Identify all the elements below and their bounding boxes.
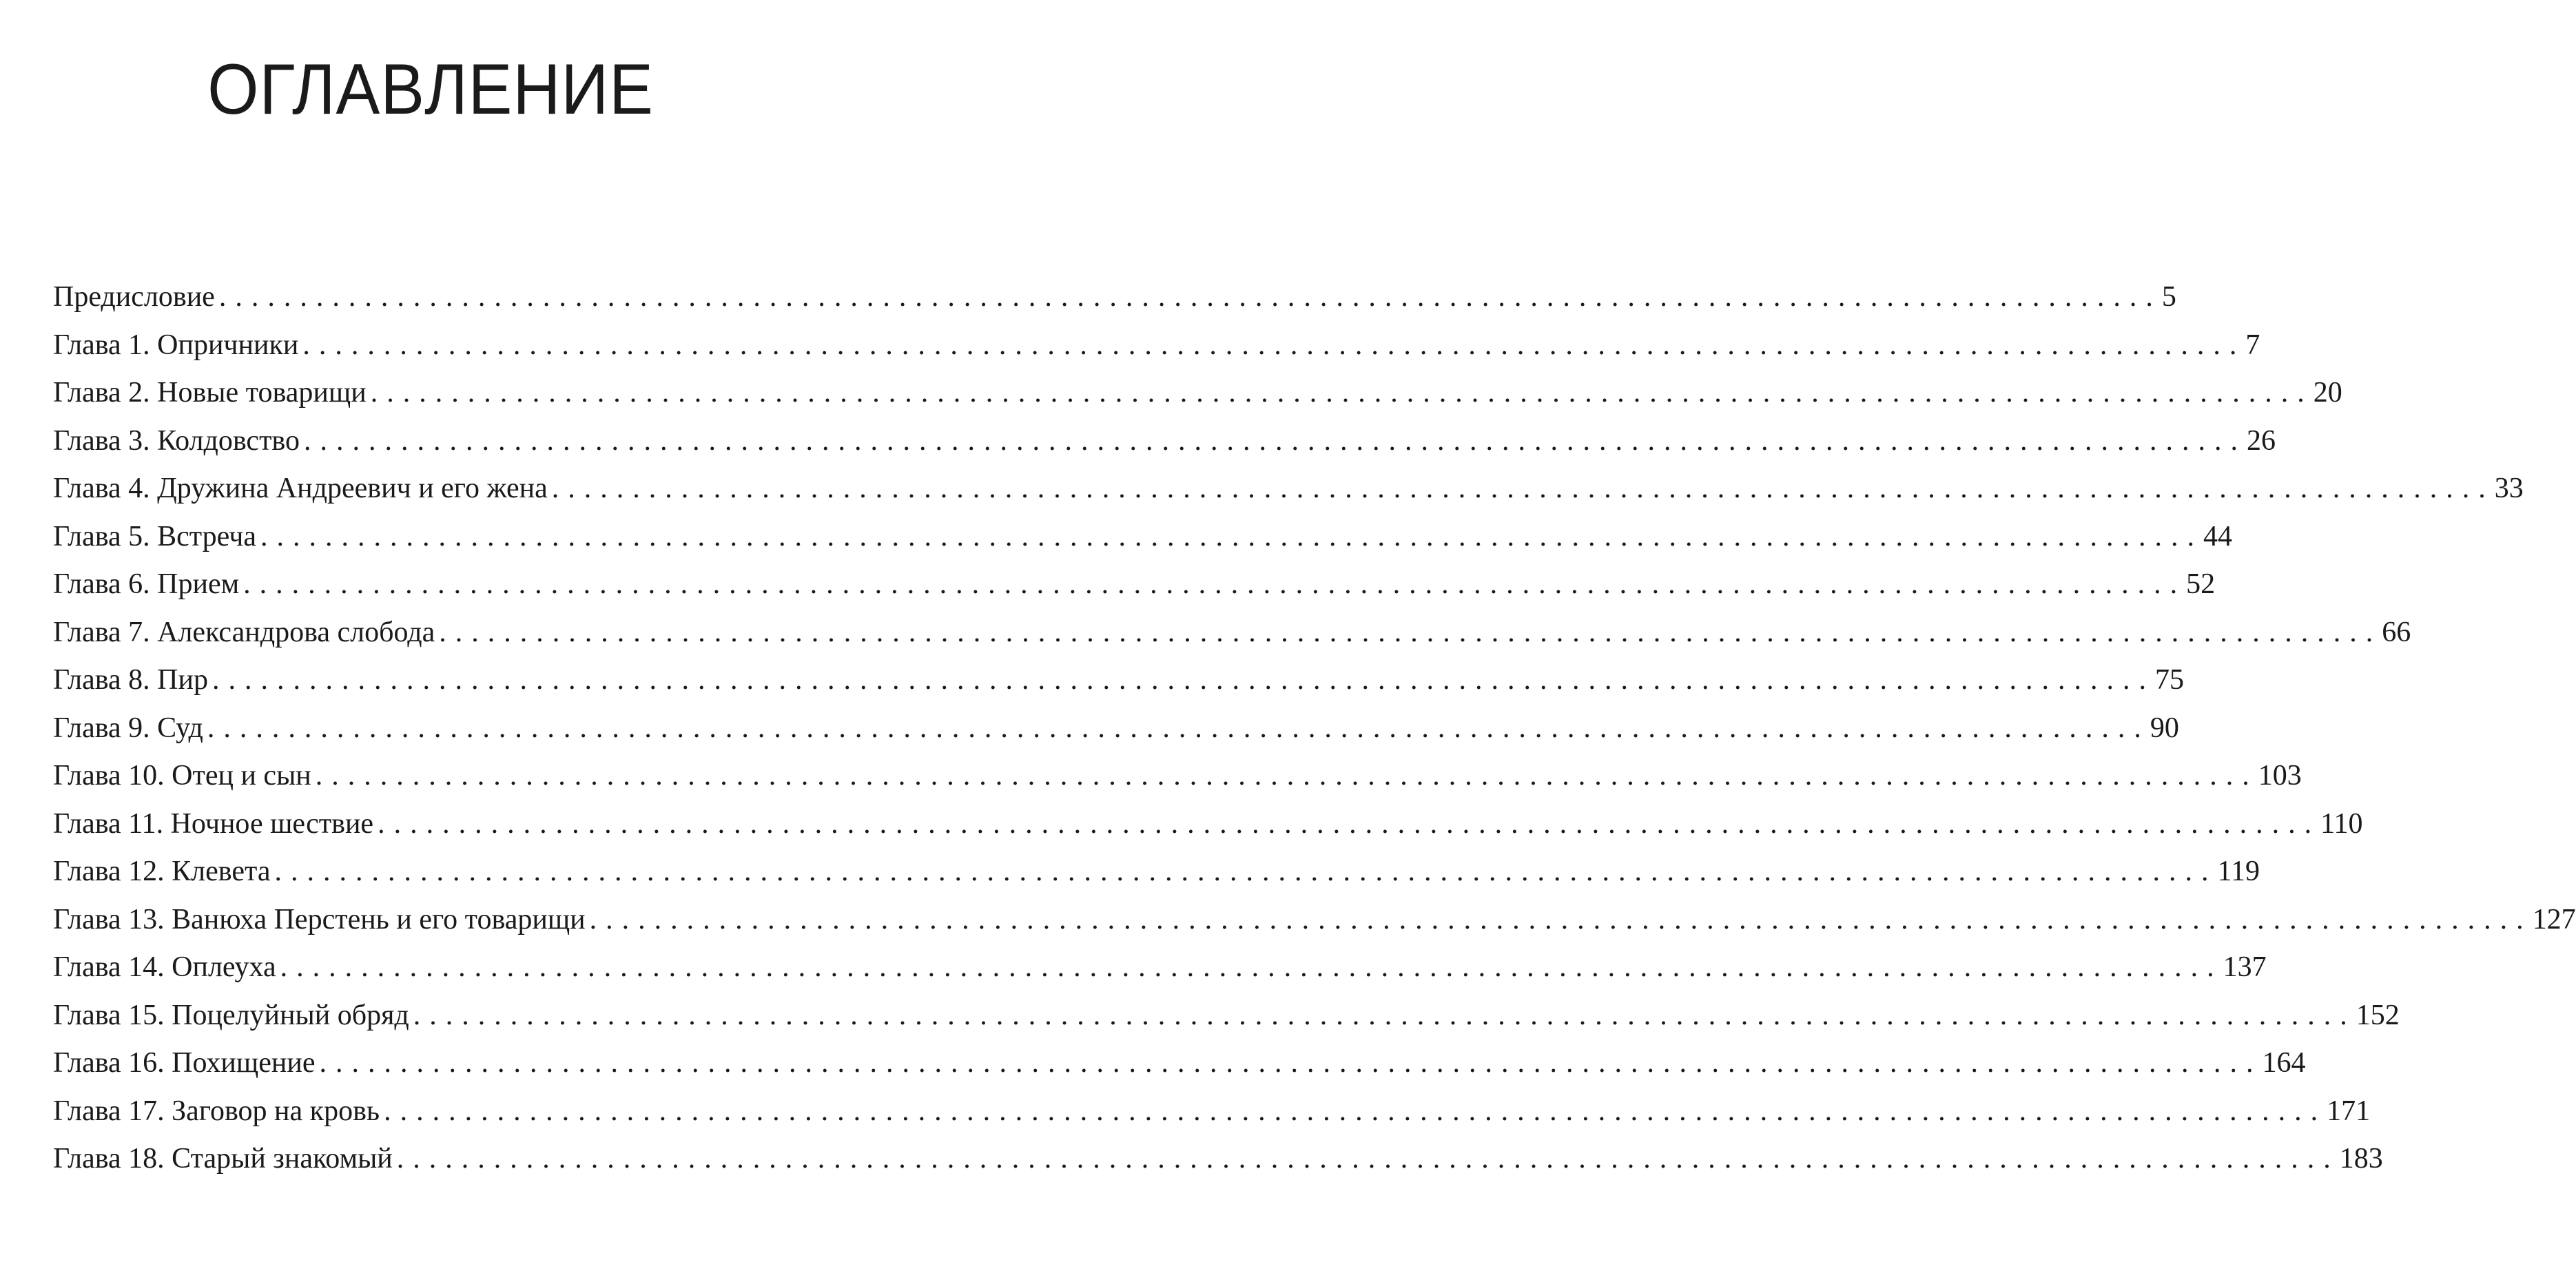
dot-leader: ........................................................................................................................ — [315, 760, 2258, 792]
toc-entry — [53, 807, 2363, 858]
toc-entry-title: Глава 8. Пир — [53, 664, 208, 696]
dot-leader: ........................................................................................................................ — [212, 664, 2155, 696]
dot-leader: ........................................................................................................................ — [439, 616, 2382, 648]
page-title: ОГЛАВЛЕНИЕ — [207, 50, 654, 130]
toc-entry — [53, 1143, 2383, 1192]
toc-entry-page: 26 — [2246, 424, 2276, 457]
toc-entry — [53, 712, 2179, 762]
toc-entry-title: Глава 3. Колдовство — [53, 424, 300, 457]
dot-leader: ........................................................................................................................ — [589, 903, 2533, 935]
toc-entry — [53, 281, 2176, 331]
toc-entry — [53, 520, 2233, 570]
toc-entry-page: 75 — [2154, 664, 2184, 696]
toc-entry-page: 183 — [2339, 1143, 2383, 1175]
dot-leader: ........................................................................................................................ — [396, 1143, 2340, 1175]
dot-leader: ........................................................................................................................ — [280, 951, 2223, 983]
dot-leader: ........................................................................................................................ — [303, 424, 2247, 457]
toc-entry-title: Глава 14. Оплеуха — [53, 951, 276, 983]
toc-entry — [53, 424, 2276, 475]
toc-entry — [53, 760, 2302, 809]
toc-entry-page: 33 — [2494, 473, 2524, 504]
toc-entry — [53, 856, 2260, 905]
toc-entry-title: Глава 15. Поцелуйный обряд — [53, 999, 409, 1031]
toc-entry-title: Глава 18. Старый знакомый — [53, 1143, 393, 1175]
toc-entry-page: 20 — [2313, 377, 2342, 408]
toc-entry — [53, 568, 2216, 618]
toc-entry-title: Глава 9. Суд — [53, 712, 203, 744]
dot-leader: ........................................................................................................................ — [378, 807, 2321, 840]
toc-entry — [53, 999, 2400, 1049]
toc-entry-title: Глава 10. Отец и сын — [53, 760, 311, 792]
toc-entry-page: 137 — [2223, 951, 2267, 983]
toc-entry-title: Глава 6. Прием — [53, 568, 240, 600]
dot-leader: ........................................................................................................................ — [218, 281, 2162, 313]
toc-entry-page: 5 — [2161, 281, 2176, 313]
toc-entry — [53, 1047, 2306, 1097]
toc-entry-page: 110 — [2320, 807, 2363, 840]
toc-entry-page: 66 — [2382, 616, 2411, 648]
toc-entry — [53, 377, 2342, 426]
dot-leader: ........................................................................................................................ — [302, 329, 2246, 361]
toc-entry-title: Глава 4. Дружина Андреевич и его жена — [53, 473, 548, 504]
toc-entry-title: Глава 16. Похищение — [53, 1047, 316, 1079]
toc-entry-page: 171 — [2327, 1095, 2371, 1127]
toc-entry-title: Глава 1. Опричники — [53, 329, 299, 361]
table-of-contents — [53, 281, 2576, 1192]
toc-entry-title: Глава 13. Ванюха Перстень и его товарищи — [53, 903, 586, 935]
toc-entry-title: Предисловие — [53, 281, 215, 313]
toc-entry-page: 90 — [2150, 712, 2179, 744]
toc-entry-title: Глава 17. Заговор на кровь — [53, 1095, 380, 1127]
toc-entry-page: 152 — [2356, 999, 2400, 1031]
toc-entry-title: Глава 2. Новые товарищи — [53, 377, 367, 408]
toc-entry-page: 119 — [2217, 856, 2260, 887]
toc-entry-page: 127 — [2532, 903, 2576, 935]
toc-entry-page: 7 — [2245, 329, 2260, 361]
dot-leader: ........................................................................................................................ — [207, 712, 2150, 744]
toc-entry-page: 164 — [2262, 1047, 2306, 1079]
dot-leader: ........................................................................................................................ — [319, 1047, 2263, 1079]
dot-leader: ........................................................................................................................ — [384, 1095, 2327, 1127]
toc-entry — [53, 903, 2576, 953]
toc-entry-title: Глава 7. Александрова слобода — [53, 616, 435, 648]
dot-leader: ........................................................................................................................ — [551, 473, 2495, 504]
toc-entry-page: 52 — [2186, 568, 2216, 600]
dot-leader: ........................................................................................................................ — [413, 999, 2356, 1031]
dot-leader: ........................................................................................................................ — [260, 520, 2204, 552]
toc-entry — [53, 951, 2267, 1001]
toc-entry-title: Глава 11. Ночное шествие — [53, 807, 374, 840]
dot-leader: ........................................................................................................................ — [370, 377, 2314, 408]
toc-entry — [53, 1095, 2371, 1145]
toc-entry — [53, 664, 2184, 714]
toc-entry-title: Глава 5. Встреча — [53, 520, 257, 552]
toc-entry — [53, 329, 2260, 379]
toc-entry-page: 103 — [2258, 760, 2302, 792]
toc-entry — [53, 473, 2524, 522]
dot-leader: ........................................................................................................................ — [274, 856, 2218, 887]
toc-entry-page: 44 — [2203, 520, 2233, 552]
toc-entry — [53, 616, 2411, 666]
dot-leader: ........................................................................................................................ — [243, 568, 2187, 600]
toc-entry-title: Глава 12. Клевета — [53, 856, 271, 887]
